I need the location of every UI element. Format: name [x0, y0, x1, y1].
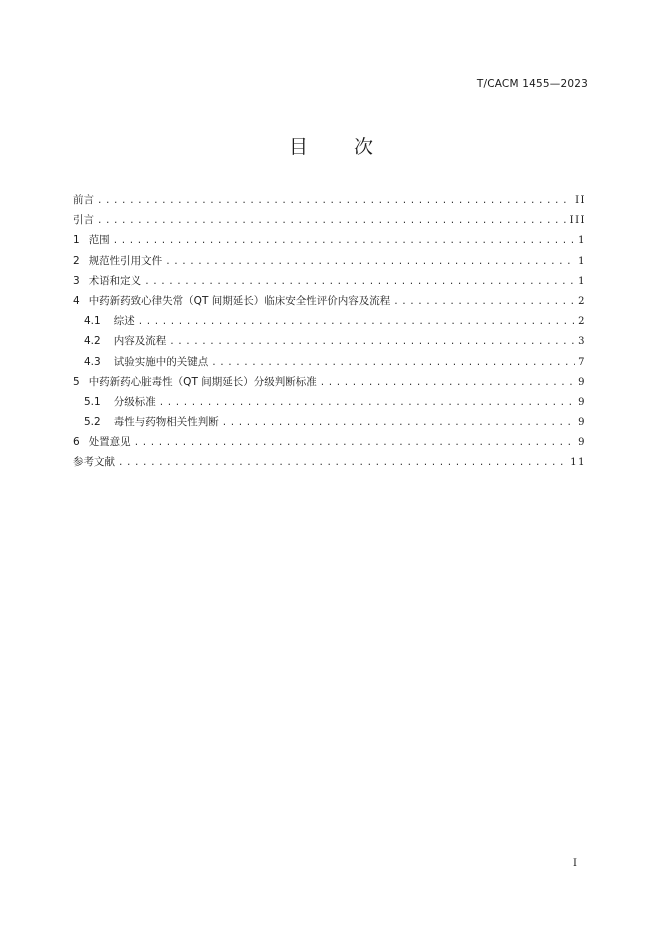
toc-leader-dots	[134, 433, 575, 453]
toc-leader-dots	[138, 312, 575, 332]
toc-entry-label: 处置意见	[88, 436, 131, 449]
toc-entry-label: 试验实施中的关键点	[113, 355, 209, 368]
toc-entry-1[interactable]	[73, 230, 586, 250]
toc-entry-number: 2	[73, 254, 80, 267]
toc-entry-number: 3	[73, 274, 80, 287]
toc-leader-dots	[211, 353, 575, 373]
toc-entry-5-2[interactable]	[73, 412, 586, 432]
toc-entry-page: 1	[578, 275, 586, 287]
toc-entry-4-2[interactable]	[73, 331, 586, 351]
toc-entry-5-1[interactable]	[73, 392, 586, 412]
table-of-contents	[73, 190, 586, 473]
toc-entry-page: III	[569, 215, 586, 227]
toc-entry-label: 引言	[73, 214, 94, 227]
toc-entry-page: 9	[578, 437, 586, 449]
toc-leader-dots	[222, 413, 575, 433]
toc-entry-page: 11	[570, 457, 586, 469]
toc-entry-page: 9	[578, 396, 586, 408]
toc-entry-label: 术语和定义	[88, 274, 142, 287]
toc-entry-label: 前言	[73, 194, 94, 206]
toc-entry-6[interactable]	[73, 432, 586, 452]
toc-entry-page: II	[575, 195, 586, 206]
toc-entry-foreword[interactable]	[73, 190, 586, 210]
toc-leader-dots	[113, 231, 575, 251]
page-number: I	[573, 858, 577, 869]
toc-entry-page: 7	[578, 356, 586, 368]
toc-entry-number: 5.1	[84, 395, 101, 408]
toc-entry-label: 中药新药致心律失常（QT 间期延长）临床安全性评价内容及流程	[88, 294, 391, 307]
toc-entry-number: 4.3	[84, 355, 101, 368]
toc-entry-page: 2	[578, 295, 586, 307]
toc-entry-number: 4	[73, 294, 80, 307]
toc-leader-dots	[97, 191, 572, 211]
toc-leader-dots	[118, 453, 567, 473]
toc-entry-page: 9	[578, 376, 586, 388]
toc-entry-introduction[interactable]	[73, 210, 586, 230]
toc-leader-dots	[320, 373, 575, 393]
toc-entry-number: 5	[73, 375, 80, 388]
toc-entry-page: 3	[578, 336, 586, 348]
toc-leader-dots	[144, 272, 575, 292]
toc-entry-5[interactable]	[73, 372, 586, 392]
toc-entry-2[interactable]	[73, 251, 586, 271]
toc-entry-label: 内容及流程	[113, 335, 167, 348]
toc-entry-page: 2	[578, 316, 586, 328]
toc-entry-references[interactable]	[73, 452, 586, 472]
toc-entry-page: 1	[578, 255, 586, 267]
toc-entry-label: 规范性引用文件	[88, 254, 163, 267]
toc-leader-dots	[159, 393, 575, 413]
toc-entry-page: 1	[578, 235, 586, 247]
toc-entry-page: 9	[578, 417, 586, 429]
toc-entry-label: 中药新药心脏毒性（QT 间期延长）分级判断标准	[88, 375, 317, 388]
toc-entry-4[interactable]	[73, 291, 586, 311]
document-code: T/CACM 1455—2023	[476, 78, 588, 90]
toc-leader-dots	[165, 252, 575, 272]
toc-leader-dots	[393, 292, 575, 312]
toc-entry-number: 5.2	[84, 416, 101, 429]
toc-entry-label: 毒性与药物相关性判断	[113, 416, 219, 429]
toc-entry-4-3[interactable]	[73, 352, 586, 372]
toc-entry-number: 4.1	[84, 315, 101, 328]
page-title: 目 次	[288, 136, 394, 158]
toc-entry-label: 综述	[113, 315, 135, 328]
toc-entry-4-1[interactable]	[73, 311, 586, 331]
toc-entry-number: 4.2	[84, 335, 101, 348]
toc-leader-dots	[169, 332, 575, 352]
toc-entry-label: 范围	[88, 234, 110, 247]
toc-entry-number: 1	[73, 234, 80, 247]
toc-leader-dots	[97, 211, 567, 231]
toc-entry-label: 分级标准	[113, 395, 156, 408]
toc-entry-label: 参考文献	[73, 456, 115, 469]
toc-entry-3[interactable]	[73, 271, 586, 291]
toc-entry-number: 6	[73, 436, 80, 449]
